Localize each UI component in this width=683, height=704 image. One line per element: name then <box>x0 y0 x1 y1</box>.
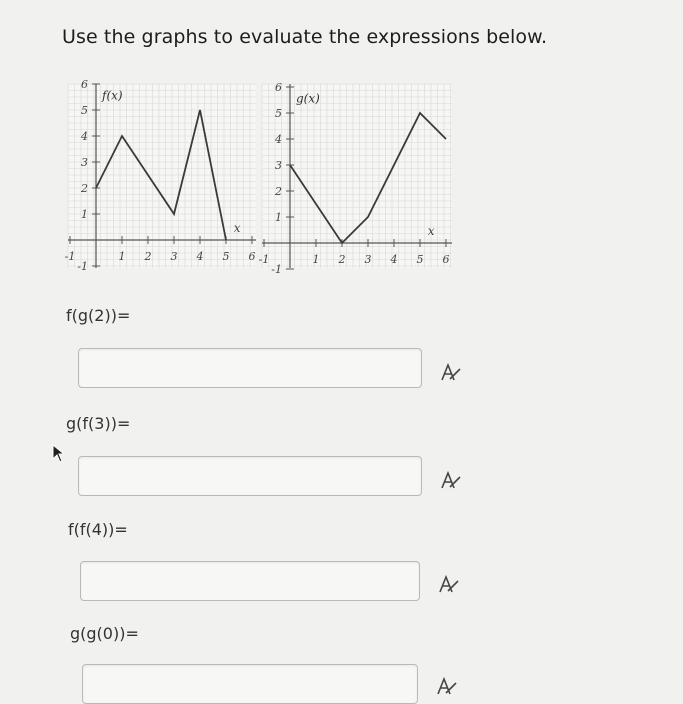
page-title: Use the graphs to evaluate the expressions below. <box>62 26 548 48</box>
graph-g <box>259 81 452 276</box>
y-tick-label: 1 <box>275 211 282 224</box>
question-label-2: g(f(3))= <box>66 414 131 433</box>
function-label: f(x) <box>102 88 123 103</box>
x-tick-label: 3 <box>170 250 178 263</box>
y-tick-label: -1 <box>271 263 282 276</box>
x-tick-label: 1 <box>118 250 126 263</box>
x-tick-label: 5 <box>222 250 230 263</box>
x-tick-label: 6 <box>248 250 256 263</box>
y-tick-label: 4 <box>275 133 282 146</box>
y-tick-label: 4 <box>81 130 88 143</box>
y-tick-label: 3 <box>275 159 282 172</box>
answer-input-2[interactable] <box>78 456 422 496</box>
x-tick-label: -1 <box>258 253 270 266</box>
y-tick-label: 5 <box>275 107 282 120</box>
answer-input-4[interactable] <box>82 664 418 704</box>
x-axis-label: x <box>427 224 435 238</box>
function-label: g(x) <box>296 91 320 106</box>
y-tick-label: 6 <box>81 78 88 91</box>
answer-preview-icon[interactable] <box>436 574 462 596</box>
y-tick-label: 5 <box>81 104 88 117</box>
x-tick-label: 4 <box>390 253 398 266</box>
x-tick-label: 1 <box>312 253 320 266</box>
answer-preview-icon[interactable] <box>438 362 464 384</box>
question-label-3: f(f(4))= <box>68 520 128 539</box>
y-tick-label: 6 <box>275 81 282 94</box>
x-tick-label: 5 <box>416 253 424 266</box>
mouse-pointer-icon <box>52 444 66 464</box>
x-tick-label: 2 <box>144 250 152 263</box>
x-tick-label: -1 <box>64 250 76 263</box>
question-label-4: g(g(0))= <box>70 624 139 643</box>
y-tick-label: -1 <box>77 260 88 273</box>
y-tick-label: 3 <box>81 156 88 169</box>
answer-input-3[interactable] <box>80 561 420 601</box>
y-tick-label: 2 <box>275 185 282 198</box>
x-tick-label: 2 <box>338 253 346 266</box>
y-tick-label: 2 <box>81 182 88 195</box>
x-tick-label: 6 <box>442 253 450 266</box>
x-axis-label: x <box>233 221 241 235</box>
answer-preview-icon[interactable] <box>438 470 464 492</box>
graphs-area <box>0 0 683 300</box>
answer-preview-icon[interactable] <box>434 676 460 698</box>
graph-f <box>65 78 256 273</box>
answer-input-1[interactable] <box>78 348 422 388</box>
x-tick-label: 3 <box>364 253 372 266</box>
question-label-1: f(g(2))= <box>66 306 131 325</box>
x-tick-label: 4 <box>196 250 204 263</box>
y-tick-label: 1 <box>81 208 88 221</box>
